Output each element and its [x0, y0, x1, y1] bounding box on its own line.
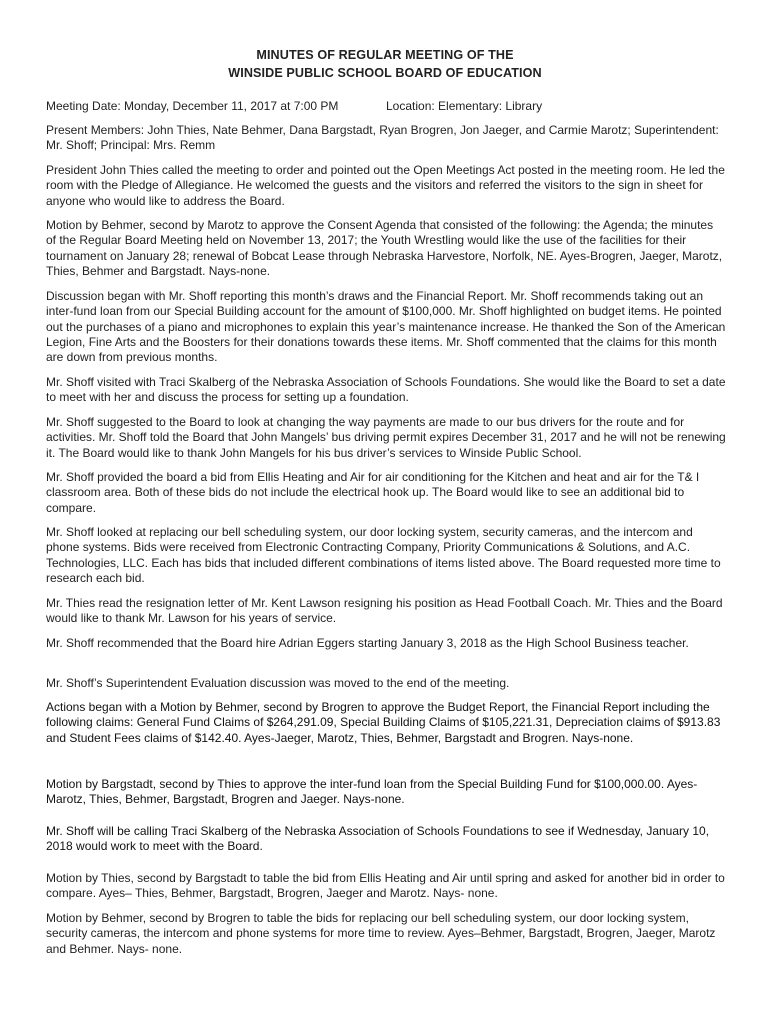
paragraph-bus-drivers: Mr. Shoff suggested to the Board to look at changing the way payments are made to our bus drivers for the route and for activities. Mr. Shoff told the Board that John Mangels’ bus driving permit expires December 31, 2017 and he will not be renewing it. The Board would like to thank John Mangels for his bus driver’s services to Winside Public School. — [46, 415, 726, 460]
meeting-info — [46, 98, 543, 115]
paragraph-table-bell-bids: Motion by Behmer, second by Brogren to table the bids for replacing our bell scheduling system, our door locking system, security cameras, the intercom and phone systems for more time to review. Ayes–Behmer, Bargstadt, Brogren, Jaeger, Marotz and Behmer. Nays- none. — [46, 911, 716, 956]
paragraph-consent-agenda: Motion by Behmer, second by Marotz to approve the Consent Agenda that consisted of the following: the Agenda; the minutes of the Regular Board Meeting held on November 13, 2017; the Youth Wrestling would like the use of the facilities for their tournament on January 28; renewal of Bobcat Lease through Nebraska Harvestore, Norfolk, NE. Ayes-Brogren, Jaeger, Marotz, Thies, Behmer and Bargstadt. Nays-none. — [46, 218, 723, 278]
paragraph-call-to-order: President John Thies called the meeting to order and pointed out the Open Meetings Act posted in the meeting room. He led the room with the Pledge of Allegiance. He welcomed the guests and the visitors and referred the visitors to the sign in sheet for anyone who would like to address the Board. — [46, 163, 725, 208]
paragraph-present-members: Present Members: John Thies, Nate Behmer, Dana Bargstadt, Ryan Brogren, Jon Jaeger, and Carmie Marotz; Superintendent: Mr. Shoff; Principal: Mrs. Remm — [46, 123, 719, 153]
paragraph-evaluation: Mr. Shoff’s Superintendent Evaluation discussion was moved to the end of the meeting. — [46, 676, 510, 690]
paragraph-hire-teacher: Mr. Shoff recommended that the Board hire Adrian Eggers starting January 3, 2018 as the High School Business teacher. — [46, 636, 689, 650]
document-title-line-1: MINUTES OF REGULAR MEETING OF THE — [256, 48, 514, 62]
paragraph-heating-bid: Mr. Shoff provided the board a bid from Ellis Heating and Air for air conditioning for the Kitchen and heat and air for the T& I classroom area. Both of these bids do not include the electrical hook up. The Board would like to see an additional bid to compare. — [46, 470, 700, 515]
paragraph-loan-motion: Motion by Bargstadt, second by Thies to approve the inter-fund loan from the Special Building Fund for $100,000.00. Ayes- Marotz, Thies, Behmer, Bargstadt, Brogren and Jaeger. Nays-none. — [46, 777, 698, 807]
paragraph-table-heating-bid: Motion by Thies, second by Bargstadt to table the bid from Ellis Heating and Air until spring and asked for another bid in order to compare. Ayes– Thies, Behmer, Bargstadt, Brogren, Jaeger and Marotz. Nays- none. — [46, 871, 725, 901]
paragraph-foundation-call: Mr. Shoff will be calling Traci Skalberg of the Nebraska Association of Schools Foundations to see if Wednesday, January 10, 2018 would work to meet with the Board. — [46, 824, 710, 854]
paragraph-budget-motion: Actions began with a Motion by Behmer, second by Brogren to approve the Budget Report, the Financial Report including the following claims: General Fund Claims of $264,291.09, Special Building Claims of $105,221.31, Depreciation claims of $913.83 and Student Fees claims of $142.40. Ayes-Jaeger, Marotz, Thies, Behmer, Bargstadt and Brogren. Nays-none. — [46, 700, 721, 745]
meeting-location: Location: Elementary: Library — [386, 99, 543, 113]
paragraph-resignation: Mr. Thies read the resignation letter of Mr. Kent Lawson resigning his position as Head Football Coach. Mr. Thies and the Board would like to thank Mr. Lawson for his years of service. — [46, 596, 723, 626]
paragraph-bell-system: Mr. Shoff looked at replacing our bell scheduling system, our door locking system, security cameras, and the intercom and phone systems. Bids were received from Electronic Contracting Company, Priority Communications & Solutions, and A.C. Technologies, LLC. Each has bids that included different combinations of items listed above. The Board requested more time to research each bid. — [46, 525, 721, 585]
paragraph-financial-report: Discussion began with Mr. Shoff reporting this month’s draws and the Financial Report. Mr. Shoff recommends taking out an inter-fund loan from our Special Building account for the amount of $100,000. Mr. Shoff highlighted on budget items. He pointed out the purchases of a piano and microphones to explain this year’s maintenance increase. He thanked the Son of the American Legion, Fine Arts and the Boosters for their donations towards these items. Mr. Shoff commented that the claims for this month are down from previous months. — [46, 289, 726, 365]
paragraph-foundation: Mr. Shoff visited with Traci Skalberg of the Nebraska Association of Schools Foundations. She would like the Board to set a date to meet with her and discuss the process for setting up a foundation. — [46, 375, 726, 405]
document-title-line-2: WINSIDE PUBLIC SCHOOL BOARD OF EDUCATION — [228, 66, 542, 80]
meeting-date: Meeting Date: Monday, December 11, 2017 at 7:00 PM — [46, 99, 339, 113]
